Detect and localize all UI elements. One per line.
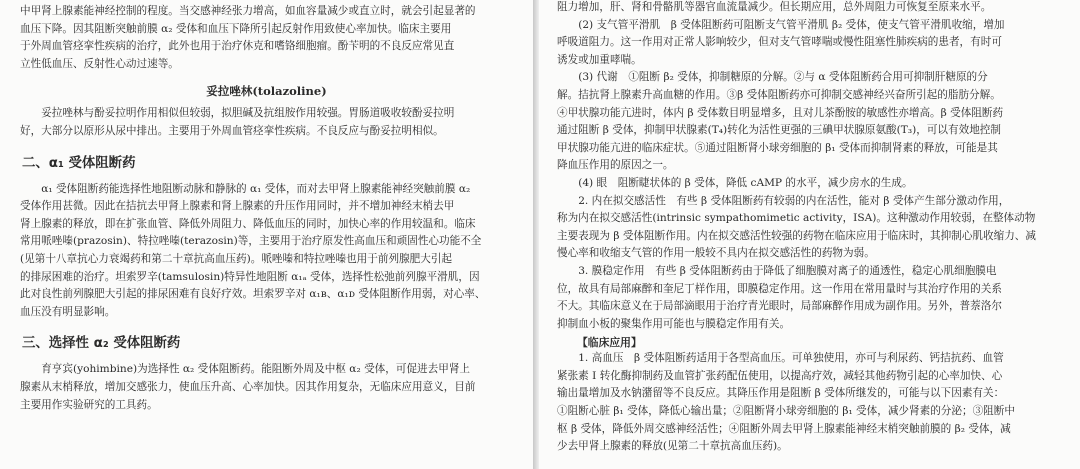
paragraph-metabolism — [557, 69, 1068, 175]
text-line: (3) 代谢 ①阻断 β₂ 受体，抑制糖原的分解。②与 α 受体阻断药合用可抑制肝糖原的分 — [578, 71, 988, 84]
section-heading-alpha1: 二、α₁ 受体阻断药 — [22, 155, 136, 171]
paragraph-isa — [557, 193, 1068, 263]
paragraph-alpha2 — [20, 361, 513, 414]
paragraph-alpha1 — [20, 181, 513, 322]
text-line: 腺素从末梢释放，增加交感张力，使血压升高、心率加快。因其作用复杂，无临床应用意义，目前 — [20, 380, 476, 393]
paragraph-bronchial — [557, 17, 1068, 70]
section-heading-alpha2: 三、选择性 α₂ 受体阻断药 — [22, 336, 181, 352]
text-line: 血压下降。因其阻断突触前膜 α₂ 受体和血压下降所引起反射作用致使心率加快。临床主要用 — [20, 22, 452, 35]
text-line: 紧张素 I 转化酶抑制药及血管扩张药配伍使用，以提高疗效，减轻其他药物引起的心率加快、心 — [557, 369, 1003, 382]
text-line: (见第十八章抗心力衰竭药和第二十章抗高血压药)。哌唑嗪和特拉唑嗪也用于前列腺肥大引起 — [20, 252, 453, 265]
text-line: 1. 高血压 β 受体阻断药适用于各型高血压。可单独使用，亦可与利尿药、钙拮抗药、血管 — [578, 352, 1004, 365]
text-line: 不大。其临床意义在于局部滴眼用于治疗青光眼时，局部麻醉作用成为副作用。另外，普萘洛尔 — [557, 300, 1002, 313]
text-line: 枢 β 受体，降低外周交感神经活性；④阻断外周去甲肾上腺素能神经末梢突触前膜的 β₂ 受体，减 — [557, 422, 1011, 435]
text-line: 好，大部分以原形从尿中排出。主要用于外周血管痉挛性疾病。不良反应与酚妥拉明相似。 — [20, 124, 444, 137]
text-line: 称为内在拟交感活性(intrinsic sympathomimetic activity，ISA)。这种激动作用较弱，在整体动物 — [557, 212, 1036, 225]
text-line: 呼吸道阻力。这一作用对正常人影响较少，但对支气管哮喘或慢性阻塞性肺疾病的患者，有时可 — [557, 36, 1002, 49]
text-line: 位，故具有局部麻醉和奎尼丁样作用，即膜稳定作用。这一作用在常用量时与其治疗作用的关系 — [557, 282, 1002, 295]
tolazoline-title: 妥拉唑林(tolazoline) — [206, 84, 327, 99]
text-line: 育亨宾(yohimbine)为选择性 α₂ 受体阻断药。能阻断外周及中枢 α₂ 受体，可促进去甲肾上 — [41, 363, 471, 376]
text-line: 阻力增加，肝、肾和骨骼肌等器官血流量减少。但长期应用，总外周阻力可恢复至原来水平。 — [557, 1, 992, 13]
text-line: 受体作用甚微。因此在拮抗去甲肾上腺素和肾上腺素的升压作用同时，并不增加神经末梢去甲 — [20, 200, 455, 213]
text-line: 妥拉唑林与酚妥拉明作用相似但较弱，拟胆碱及抗组胺作用较强。胃肠道吸收较酚妥拉明 — [41, 107, 455, 120]
paragraph-tolazoline — [20, 105, 513, 140]
text-line: (2) 支气管平滑肌 β 受体阻断药可阻断支气管平滑肌 β₂ 受体，使支气管平滑肌收缩，增加 — [578, 18, 1005, 31]
left-page — [0, 0, 533, 469]
text-line: 血压没有明显影响。 — [20, 305, 116, 318]
text-line: 降血压作用的原因之一。 — [557, 159, 674, 172]
text-line: 主要表现为 β 受体阻断作用。内在拟交感活性较强的药物在临床应用于临床时，其抑制心肌收缩力、减 — [557, 229, 1036, 242]
text-line: 3. 膜稳定作用 有些 β 受体阻断药由于降低了细胞膜对离子的通透性，稳定心肌细胞膜电 — [578, 264, 997, 277]
text-line: 诱发或加重哮喘。 — [557, 53, 642, 66]
text-line: 输出量增加及水钠潴留等不良反应。其降压作用是阻断 β 受体所继发的，可能与以下因素有关： — [557, 387, 1005, 400]
text-line: ①阻断心脏 β₁ 受体，降低心输出量；②阻断肾小球旁细胞的 β₁ 受体，减少肾素的分泌；③阻断中 — [557, 405, 1015, 418]
text-line: 甲状腺功能亢进的临床症状。⑤通过阻断肾小球旁细胞的 β₁ 受体而抑制肾素的释放，可能是其 — [557, 141, 998, 154]
text-line: 常用哌唑嗪(prazosin)、特拉唑嗪(terazosin)等，主要用于治疗原发性高血压和顽固性心功能不全 — [20, 235, 482, 248]
text-line: ④甲状腺功能亢进时，体内 β 受体数目明显增多，且对儿茶酚胺的敏感性亦增高。β 受体阻断药 — [557, 106, 1004, 119]
text-line: 慢心率和收缩支气管的作用一般较不具内在拟交感活性的药物为弱。 — [557, 247, 875, 260]
text-line: 中甲肾上腺素能神经控制的程度。当交感神经张力增高，如血容量减少或直立时，就会引起显著的 — [20, 5, 476, 17]
text-line: α₁ 受体阻断药能选择性地阻断动脉和静脉的 α₁ 受体，而对去甲肾上腺素能神经突触前膜 α₂ — [41, 182, 471, 195]
text-line: 2. 内在拟交感活性 有些 β 受体阻断药有较弱的内在活性，能对 β 受体产生部分激动作用， — [578, 194, 1010, 207]
text-line: 于外周血管痉挛性疾病的治疗，此外也用于治疗休克和嗜铬细胞瘤。酚苄明的不良反应常见直 — [20, 40, 455, 53]
text-line: 此对良性前列腺肥大引起的排尿困难有良好疗效。坦索罗辛对 α₁ʙ、α₁ᴅ 受体阻断作用弱，对心率、 — [20, 288, 486, 301]
paragraph-eye — [557, 175, 1068, 193]
text-line: 通过阻断 β 受体，抑制甲状腺素(T₄)转化为活性更强的三碘甲状腺原氨酸(T₃)，可以有效地控制 — [557, 124, 1001, 137]
paragraph-top — [557, 0, 1068, 17]
text-line: 少去甲肾上腺素的释放(见第二十章抗高血压药)。 — [557, 440, 788, 453]
text-line: 肾上腺素的释放，即在扩张血管、降低外周阻力、降低血压的同时，加快心率的作用较温和。临床 — [20, 217, 476, 230]
text-line: 主要用作实验研究的工具药。 — [20, 398, 158, 411]
clinical-application-heading: 【临床应用】 — [577, 336, 642, 350]
paragraph-clinical — [557, 350, 1068, 456]
text-line: 的排尿困难的治疗。坦索罗辛(tamsulosin)特异性地阻断 α₁ₐ 受体，选择性松弛前列腺平滑肌，因 — [20, 270, 480, 283]
text-line: 抑制血小板的聚集作用可能也与膜稳定作用有关。 — [557, 317, 791, 330]
text-line: 立性低血压、反射性心动过速等。 — [20, 57, 179, 70]
text-line: 解。拮抗肾上腺素升高血糖的作用。③β 受体阻断药亦可抑制交感神经兴奋所引起的脂肪分解。 — [557, 88, 1001, 101]
paragraph-intro — [20, 3, 513, 73]
right-page — [539, 0, 1080, 469]
paragraph-membrane — [557, 263, 1068, 333]
text-line: (4) 眼 阻断睫状体的 β 受体，降低 cAMP 的水平，减少房水的生成。 — [578, 176, 913, 189]
